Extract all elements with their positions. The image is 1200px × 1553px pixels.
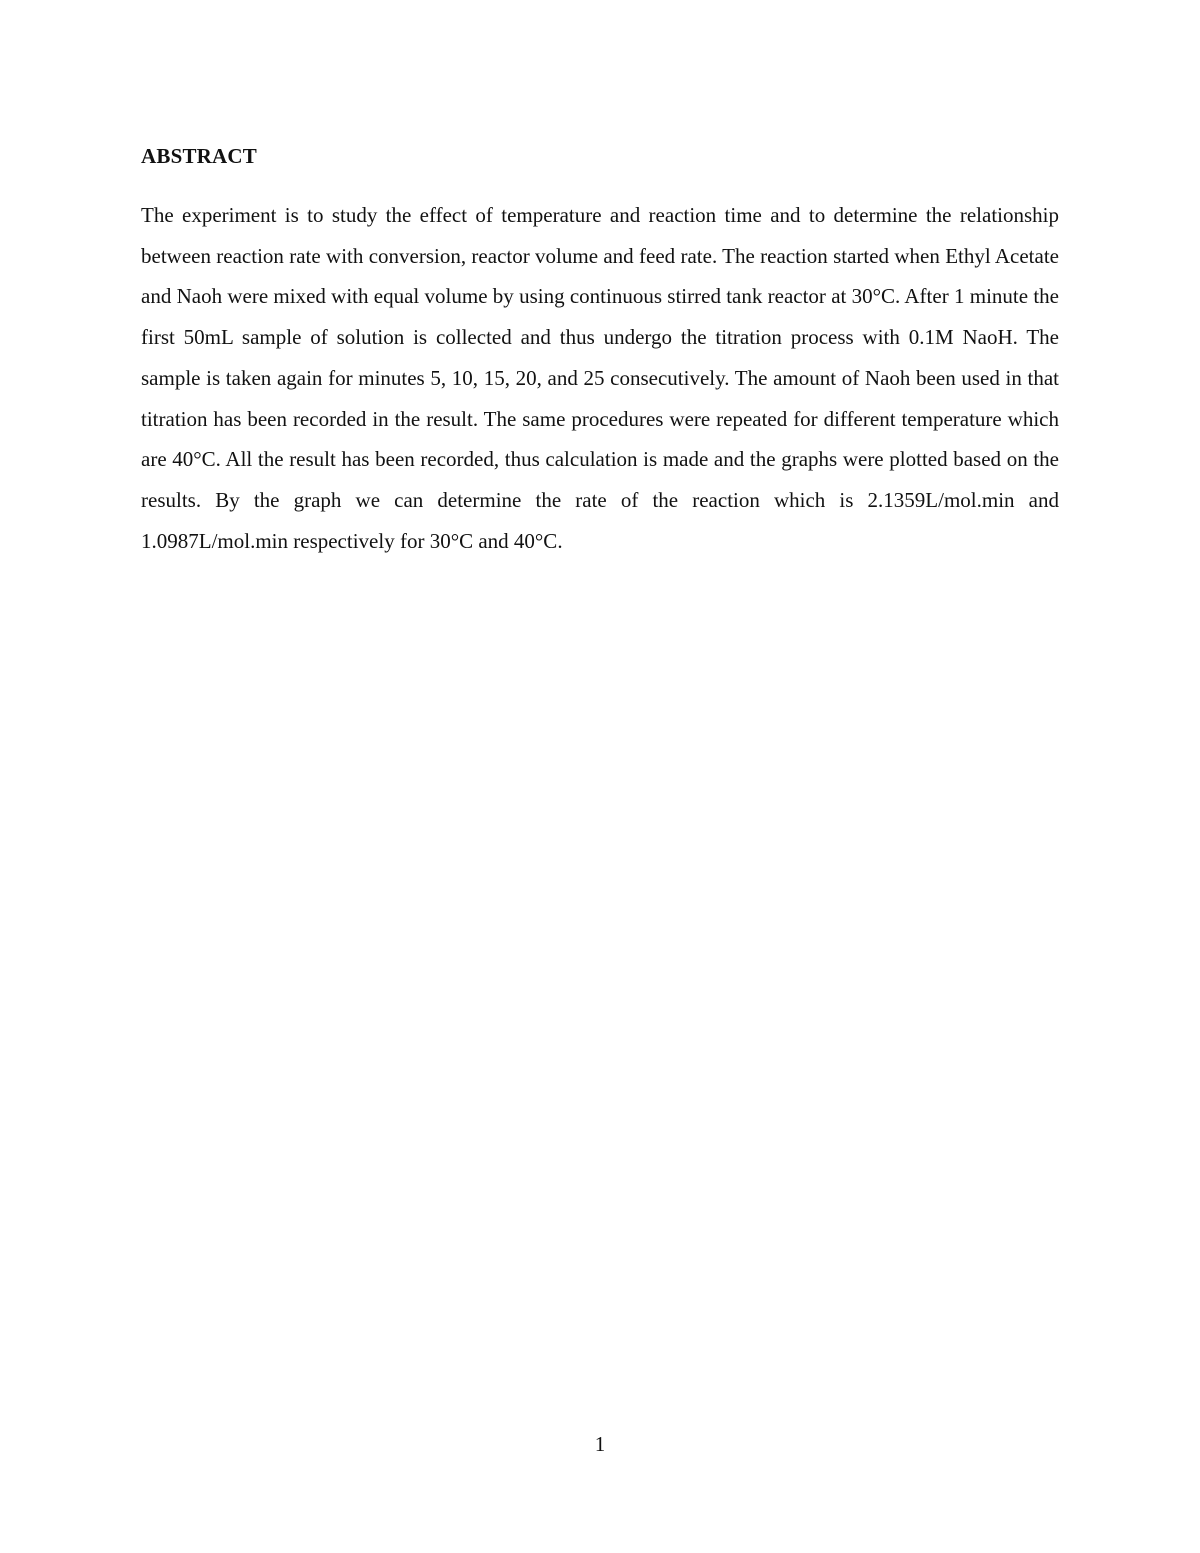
abstract-paragraph: The experiment is to study the effect of temperature and reaction time and to determine the relationship between reaction rate with conversion, reactor volume and feed rate. The reaction started when Ethyl Acetate and Naoh were mixed with equal volume by using continuous stirred tank reactor at 30°C. After 1 minute the first 50mL sample of solution is collected and thus undergo the titration process with 0.1M NaoH. The sample is taken again for minutes 5, 10, 15, 20, and 25 consecutively. The amount of Naoh been used in that titration has been recorded in the result. The same procedures were repeated for different temperature which are 40°C. All the result has been recorded, thus calculation is made and the graphs were plotted based on the results. By the graph we can determine the rate of the reaction which is 2.1359L/mol.min and 1.0987L/mol.min respectively for 30°C and 40°C. [141, 203, 1059, 553]
page-number: 1 [594, 1432, 606, 1456]
abstract-heading: ABSTRACT [141, 144, 257, 168]
